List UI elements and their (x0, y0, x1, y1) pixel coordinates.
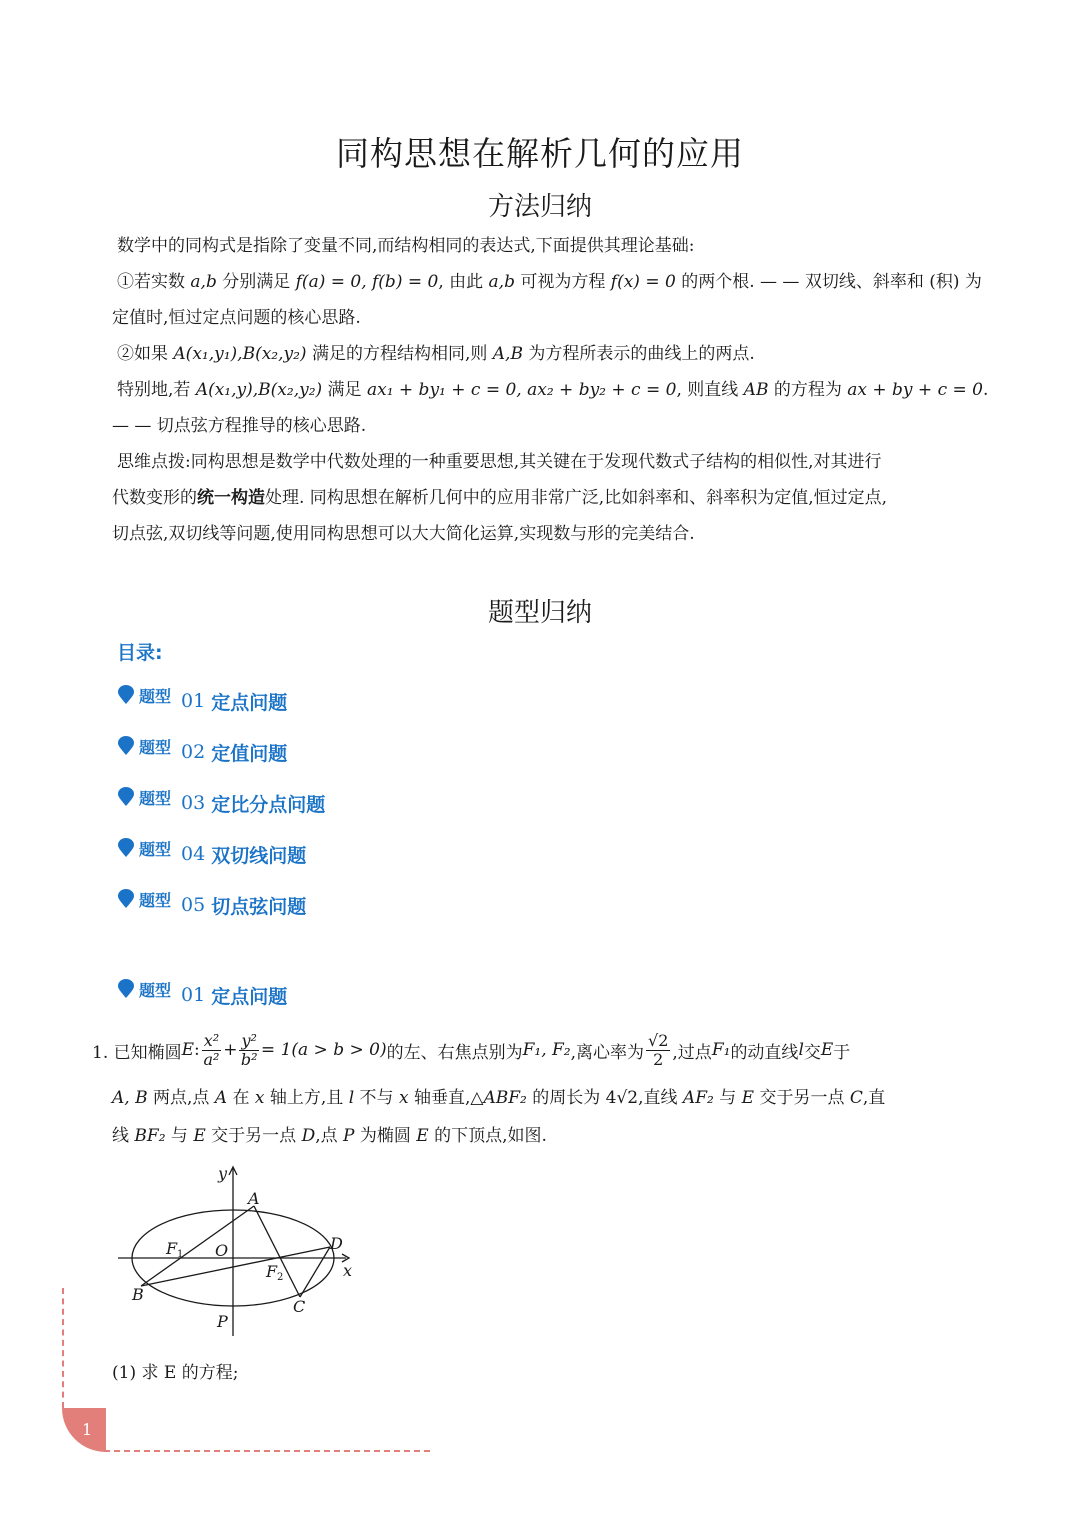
label-a: A (248, 1189, 260, 1208)
problem-line-3 (112, 1118, 1004, 1154)
math: x (254, 1088, 265, 1108)
text: 1. 已知椭圆 (92, 1042, 182, 1063)
toc-label: 定比分点问题 (211, 793, 326, 816)
line-dc (300, 1247, 330, 1297)
label-b: B (132, 1285, 144, 1304)
math: F₁ (711, 1040, 731, 1060)
toc-tag: 题型 (139, 890, 172, 910)
text: 满足的方程结构相同,则 (306, 344, 493, 364)
math: A (214, 1088, 228, 1108)
fraction-x (202, 1032, 221, 1068)
label-o: O (215, 1241, 229, 1260)
math: ax₁ + by₁ + c = 0, ax₂ + by₂ + c = 0 (366, 380, 677, 400)
text: 与 (165, 1126, 194, 1146)
section-heading-types: 题型归纳 (487, 598, 592, 628)
toc-item[interactable] (116, 786, 325, 820)
label-x: x (343, 1261, 353, 1280)
intro-line-9: 切点弦,双切线等问题,使用同构思想可以大大简化运算,实现数与形的完美结合. (112, 524, 695, 544)
toc-number: 05 (181, 894, 206, 916)
label-f2: F (266, 1262, 278, 1281)
numerator: √2 (648, 1030, 669, 1050)
math: D (301, 1126, 316, 1146)
intro-line-3: 定值时,恒过定点问题的核心思路. (112, 308, 361, 328)
math: A(x₁,y),B(x₂,y₂) (195, 380, 323, 400)
intro-line-2 (112, 264, 1002, 300)
math: A(x₁,y₁),B(x₂,y₂) (173, 344, 307, 364)
map-pin-icon (116, 889, 136, 909)
text: 代数变形的 (112, 488, 197, 508)
label-c: C (293, 1297, 306, 1316)
section-number: 01 (181, 984, 206, 1006)
toc-item[interactable] (116, 888, 306, 922)
subquestion-1: (1) 求 E 的方程; (112, 1363, 239, 1383)
map-pin-icon (116, 787, 136, 807)
map-pin-icon (116, 736, 136, 756)
intro-line-1: 数学中的同构式是指除了变量不同,而结构相同的表达式,下面提供其理论基础: (117, 236, 695, 256)
text: 交 (803, 1042, 821, 1063)
math: E (416, 1126, 429, 1146)
text: 轴垂直,△ (408, 1088, 484, 1108)
label-f2-subscript: 2 (277, 1272, 284, 1283)
problem-section-heading (116, 978, 287, 1012)
emphasis-text: 统一构造 (197, 488, 265, 508)
denominator: 2 (653, 1049, 664, 1069)
text: , 则直线 (676, 380, 744, 400)
label-d: D (330, 1234, 343, 1253)
section-tag: 题型 (139, 980, 172, 1000)
math: f(a) = 0, f(b) = 0 (295, 272, 439, 292)
toc-number: 01 (181, 690, 206, 712)
math: l (798, 1040, 804, 1060)
math: F₁, F₂ (522, 1040, 571, 1060)
text: 轴上方,且 (264, 1088, 349, 1108)
text: 分别满足 (216, 272, 296, 292)
text: 满足 (322, 380, 367, 400)
intro-line-7: 思维点拨:同构思想是数学中代数处理的一种重要思想,其关键在于发现代数式子结构的相似性,对其进行 (117, 452, 882, 472)
toc-tag: 题型 (139, 839, 172, 859)
math: ABF₂ (483, 1088, 527, 1108)
math: A, B (112, 1088, 148, 1108)
intro-line-5 (112, 372, 1002, 408)
toc-number: 02 (181, 741, 206, 763)
toc-tag: 题型 (139, 686, 172, 706)
toc-item[interactable] (116, 684, 287, 718)
map-pin-icon (116, 685, 136, 705)
text: 两点,点 (147, 1088, 215, 1108)
label-y: y (218, 1164, 228, 1183)
page-border-dash-vertical (62, 1288, 64, 1408)
text: 与 (713, 1088, 742, 1108)
toc-label: 切点弦问题 (211, 895, 307, 918)
fraction-eccentricity (646, 1032, 670, 1068)
math: x (398, 1088, 409, 1108)
text: 的方程为 (768, 380, 848, 400)
text: 在 (227, 1088, 255, 1108)
text: ,过点 (672, 1042, 712, 1063)
map-pin-icon (116, 979, 136, 999)
math: P (343, 1126, 355, 1146)
problem-line-2 (112, 1080, 1004, 1116)
math: AB (743, 380, 769, 400)
text: 可视为方程 (514, 272, 611, 292)
math: a,b (488, 272, 515, 292)
numerator: y² (241, 1030, 257, 1050)
section-label: 定点问题 (211, 985, 288, 1008)
text: + (223, 1040, 238, 1060)
label-f1-subscript: 1 (177, 1249, 184, 1260)
fraction-y (239, 1032, 258, 1068)
toc-item[interactable] (116, 837, 306, 871)
problem-line-1 (92, 1024, 1004, 1076)
text: ①若实数 (117, 272, 191, 292)
toc-number: 03 (181, 792, 206, 814)
page-title: 同构思想在解析几何的应用 (336, 134, 744, 173)
toc-tag: 题型 (139, 737, 172, 757)
math: BF₂ (134, 1126, 166, 1146)
math: AF₂ (682, 1088, 714, 1108)
math: A,B (492, 344, 523, 364)
page-number-badge (62, 1408, 106, 1452)
intro-line-8 (112, 480, 1002, 516)
numerator: x² (203, 1030, 220, 1050)
text: 特别地,若 (117, 380, 196, 400)
math: = 1(a > b > 0) (260, 1040, 387, 1060)
toc-label: 定值问题 (211, 742, 288, 765)
text: 的动直线 (730, 1042, 799, 1063)
text: ,离心率为 (570, 1042, 645, 1063)
text: 为方程所表示的曲线上的两点. (522, 344, 755, 364)
page-border-dash-horizontal (104, 1450, 430, 1452)
math: E (820, 1040, 834, 1060)
text: ,点 (315, 1126, 344, 1146)
text: ②如果 (117, 344, 174, 364)
text: 的两个根. — — 双切线、斜率和 (积) 为 (675, 272, 982, 292)
toc-label: 双切线问题 (211, 844, 307, 867)
toc-tag: 题型 (139, 788, 172, 808)
text: 于 (833, 1042, 851, 1063)
toc-label: 定点问题 (211, 691, 288, 714)
math: E (741, 1088, 755, 1108)
toc-number: 04 (181, 843, 206, 865)
denominator: a² (203, 1049, 220, 1069)
text: : (194, 1040, 200, 1060)
denominator: b² (240, 1049, 258, 1069)
ellipse-figure (116, 1162, 366, 1342)
math: l (348, 1088, 355, 1108)
text: 不与 (354, 1088, 399, 1108)
page-number: 1 (82, 1420, 93, 1439)
text: 交于另一点 (754, 1088, 850, 1108)
section-heading-methods: 方法归纳 (487, 192, 592, 222)
math: E (193, 1126, 206, 1146)
text: 的左、右焦点别为 (386, 1042, 523, 1063)
map-pin-icon (116, 838, 136, 858)
text: ,直 (862, 1088, 886, 1108)
text: 交于另一点 (205, 1126, 302, 1146)
text: , 由此 (438, 272, 489, 292)
text: 线 (112, 1126, 135, 1146)
math: f(x) = 0 (610, 272, 676, 292)
label-p: P (217, 1312, 228, 1331)
intro-text (112, 228, 1002, 552)
math: a,b (190, 272, 217, 292)
toc-heading: 目录: (117, 642, 163, 664)
text: 的周长为 4√2,直线 (526, 1088, 683, 1108)
math: C (849, 1088, 863, 1108)
text: . (982, 380, 989, 400)
text: 为椭圆 (354, 1126, 417, 1146)
text: 的下顶点,如图. (428, 1126, 547, 1146)
math: ax + by + c = 0 (847, 380, 983, 400)
intro-line-6: — — 切点弦方程推导的核心思路. (112, 416, 367, 436)
toc-item[interactable] (116, 735, 287, 769)
intro-line-4 (112, 336, 1002, 372)
text: 处理. 同构思想在解析几何中的应用非常广泛,比如斜率和、斜率积为定值,恒过定点, (265, 488, 888, 508)
label-f1: F (166, 1239, 178, 1258)
math: E (181, 1040, 195, 1060)
